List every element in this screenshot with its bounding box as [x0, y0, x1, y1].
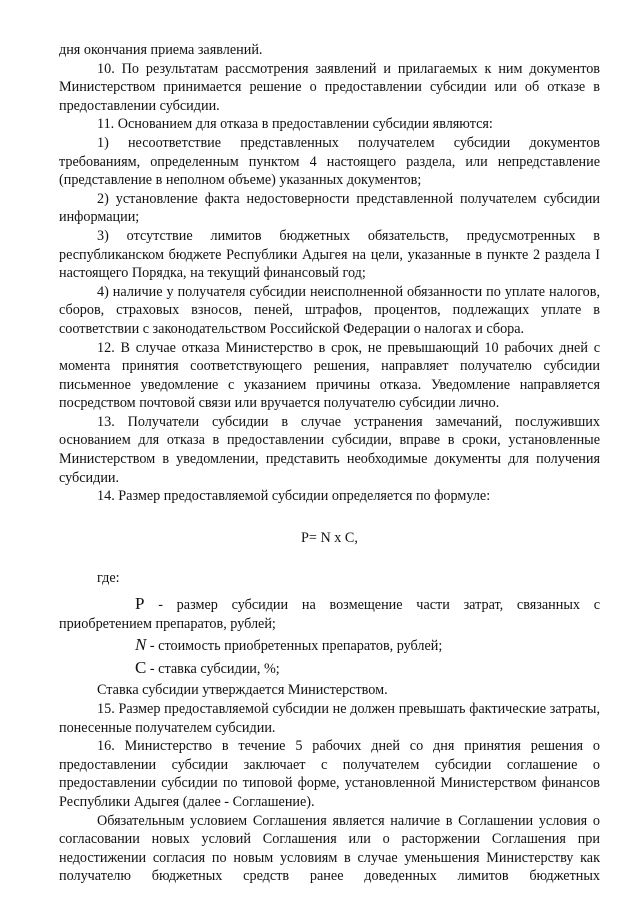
definition-p-text: - размер субсидии на возмещение части затрат, связанных с приобретением препаратов, рублей; — [59, 597, 601, 632]
paragraph-13: 13. Получатели субсидии в случае устранения замечаний, послуживших основанием для отказа в предоставлении субсидии, вправе в сроки, установленные Министерством в уведомлении, представить необходимые документы для получения субсидии. — [59, 413, 600, 486]
paragraph-11-item-1: 1) несоответствие представленных получателем субсидии документов требованиям, определенным пунктом 4 настоящего раздела, или непредставление (представление в неполном объеме) указанных документов; — [59, 134, 600, 189]
formula: P= N x C, — [301, 529, 358, 546]
definition-c — [59, 659, 600, 679]
paragraph-obligatory-condition: Обязательным условием Соглашения является наличие в Соглашении условия о согласовании новых условий Соглашения или о расторжении Соглашения при недостижении согласия по новым условиям в случае уменьшения Министерству как получателю бюджетных средств ранее доведенных лимитов бюджетных — [59, 812, 600, 885]
paragraph-15: 15. Размер предоставляемой субсидии не должен превышать фактические затраты, понесенные получателем субсидии. — [59, 701, 600, 736]
paragraph-continuation: дня окончания приема заявлений. — [59, 42, 263, 58]
symbol-c: C — [135, 657, 147, 677]
definition-p — [59, 595, 600, 633]
rate-approved-line: Ставка субсидии утверждается Министерством. — [97, 682, 388, 699]
paragraph-11-item-2: 2) установление факта недостоверности представленной получателем субсидии информации; — [59, 190, 600, 226]
paragraph-14: 14. Размер предоставляемой субсидии определяется по формуле: — [97, 488, 491, 505]
definition-c-text: - ставка субсидии, %; — [149, 660, 280, 677]
paragraph-11-item-4: 4) наличие у получателя субсидии неисполненной обязанности по уплате налогов, сборов, страховых взносов, пеней, штрафов, процентов, подлежащих уплате в соответствии с законодательством Российской Федерации о налогах и сбора. — [59, 283, 600, 337]
definition-n — [59, 636, 600, 656]
paragraph-11-item-3: 3) отсутствие лимитов бюджетных обязательств, предусмотренных в республиканском бюджете Республики Адыгея на цели, указанные в пункте 2 раздела I настоящего Порядка, на текущий финансовый год; — [59, 227, 600, 282]
paragraph-12: 12. В случае отказа Министерство в срок, не превышающий 10 рабочих дней с момента принятия соответствующего решения, направляет получателю субсидии письменное уведомление с указанием причины отказа. Уведомление направляется посредством почтовой связи или вручается получателю субсидии лично. — [59, 339, 600, 412]
definition-n-text: - стоимость приобретенных препаратов, рублей; — [149, 638, 443, 655]
symbol-n: N — [135, 635, 147, 655]
paragraph-11: 11. Основанием для отказа в предоставлении субсидии являются: — [97, 116, 493, 133]
where-label: где: — [97, 570, 120, 587]
symbol-p: P — [135, 594, 145, 614]
paragraph-10: 10. По результатам рассмотрения заявлений и прилагаемых к ним документов Министерством принимается решение о предоставлении субсидии или об отказе в предоставлении субсидии. — [59, 60, 600, 114]
paragraph-16: 16. Министерство в течение 5 рабочих дней со дня принятия решения о предоставлении субсидии заключает с получателем субсидии соглашение о предоставлении субсидии по типовой форме, установленной Министерством финансов Республики Адыгея (далее - Соглашение). — [59, 738, 600, 810]
